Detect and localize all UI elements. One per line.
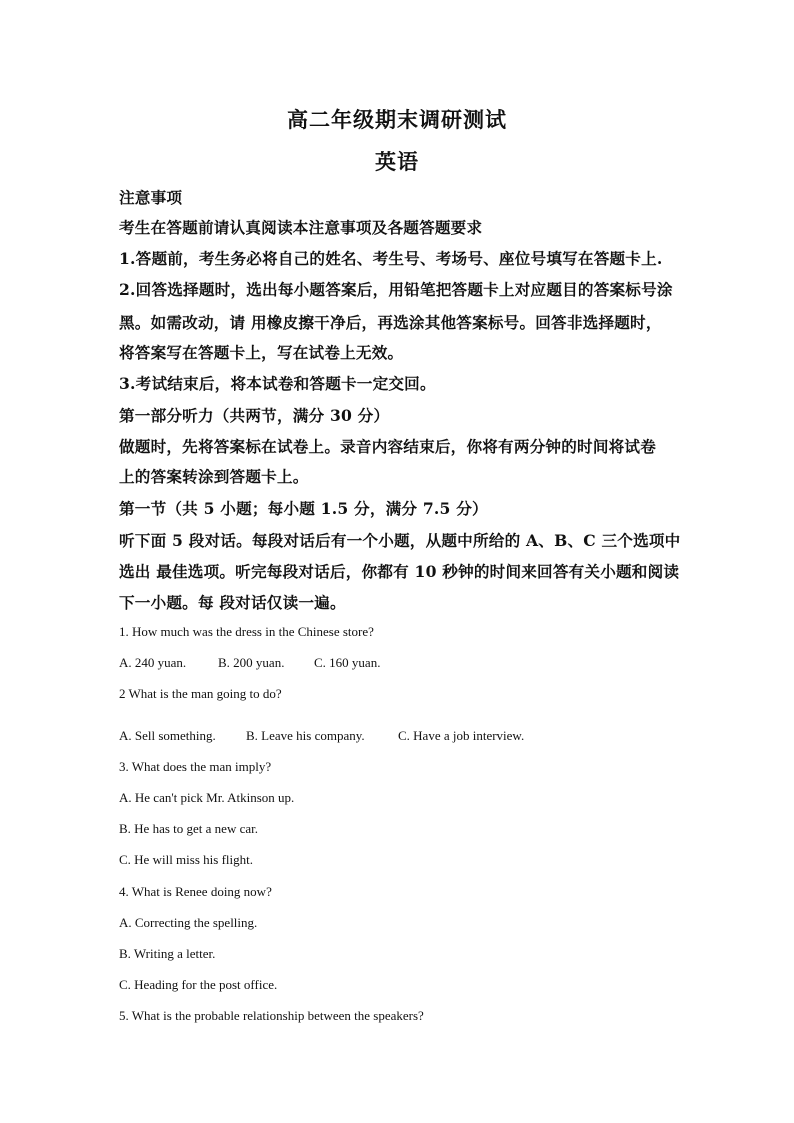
notice-heading: 注意事项 — [119, 188, 183, 207]
section1-instruction-line-3: 下一小题。每 段对话仅读一遍。 — [119, 593, 346, 612]
notice-item-1: 1.答题前，考生务必将自己的姓名、考生号、考场号、座位号填写在答题卡上. — [119, 249, 663, 268]
section1-heading: 第一节（共 5 小题；每小题 1.5 分，满分 7.5 分） — [119, 499, 488, 518]
notice-item-2-line-2: 黑。如需改动，请 用橡皮擦干净后，再选涂其他答案标号。回答非选择题时， — [119, 313, 662, 332]
question-1-option-a: A. 240 yuan. — [119, 655, 187, 670]
exam-title: 高二年级期末调研测试 — [287, 107, 507, 132]
section1-instruction-line-2: 选出 最佳选项。听完每段对话后，你都有 10 秒钟的时间来回答有关小题和阅读 — [119, 562, 680, 581]
question-3-option-b: B. He has to get a new car. — [119, 821, 258, 836]
notice-item-2-line-1: 2.回答选择题时，选出每小题答案后，用铅笔把答题卡上对应题目的答案标号涂 — [119, 280, 673, 299]
question-3-option-c: C. He will miss his flight. — [119, 852, 253, 867]
part1-instruction-line-1: 做题时，先将答案标在试卷上。录音内容结束后，你将有两分钟的时间将试卷 — [119, 437, 656, 456]
question-4-option-a: A. Correcting the spelling. — [119, 915, 258, 930]
question-5-stem: 5. What is the probable relationship between the speakers? — [119, 1008, 424, 1023]
notice-intro: 考生在答题前请认真阅读本注意事项及各题答题要求 — [119, 218, 483, 237]
question-4-option-c: C. Heading for the post office. — [119, 977, 278, 992]
subject-title: 英语 — [375, 149, 419, 174]
part1-instruction-line-2: 上的答案转涂到答题卡上。 — [119, 467, 309, 486]
part1-heading: 第一部分听力（共两节，满分 30 分） — [119, 406, 390, 425]
question-4-option-b: B. Writing a letter. — [119, 946, 216, 961]
question-3-stem: 3. What does the man imply? — [119, 759, 272, 774]
question-2-option-b: B. Leave his company. — [246, 728, 365, 743]
question-2-option-c: C. Have a job interview. — [398, 728, 525, 743]
question-1-option-b: B. 200 yuan. — [218, 655, 285, 670]
notice-item-3: 3.考试结束后，将本试卷和答题卡一定交回。 — [119, 374, 436, 393]
question-2-option-a: A. Sell something. — [119, 728, 216, 743]
question-1-option-c: C. 160 yuan. — [314, 655, 381, 670]
question-1-stem: 1. How much was the dress in the Chinese store? — [119, 624, 374, 639]
question-4-stem: 4. What is Renee doing now? — [119, 884, 272, 899]
question-3-option-a: A. He can't pick Mr. Atkinson up. — [119, 790, 295, 805]
notice-item-2-line-3: 将答案写在答题卡上，写在试卷上无效。 — [119, 343, 404, 362]
question-2-stem: 2 What is the man going to do? — [119, 686, 282, 701]
section1-instruction-line-1: 听下面 5 段对话。每段对话后有一个小题，从题中所给的 A、B、C 三个选项中 — [119, 531, 681, 550]
